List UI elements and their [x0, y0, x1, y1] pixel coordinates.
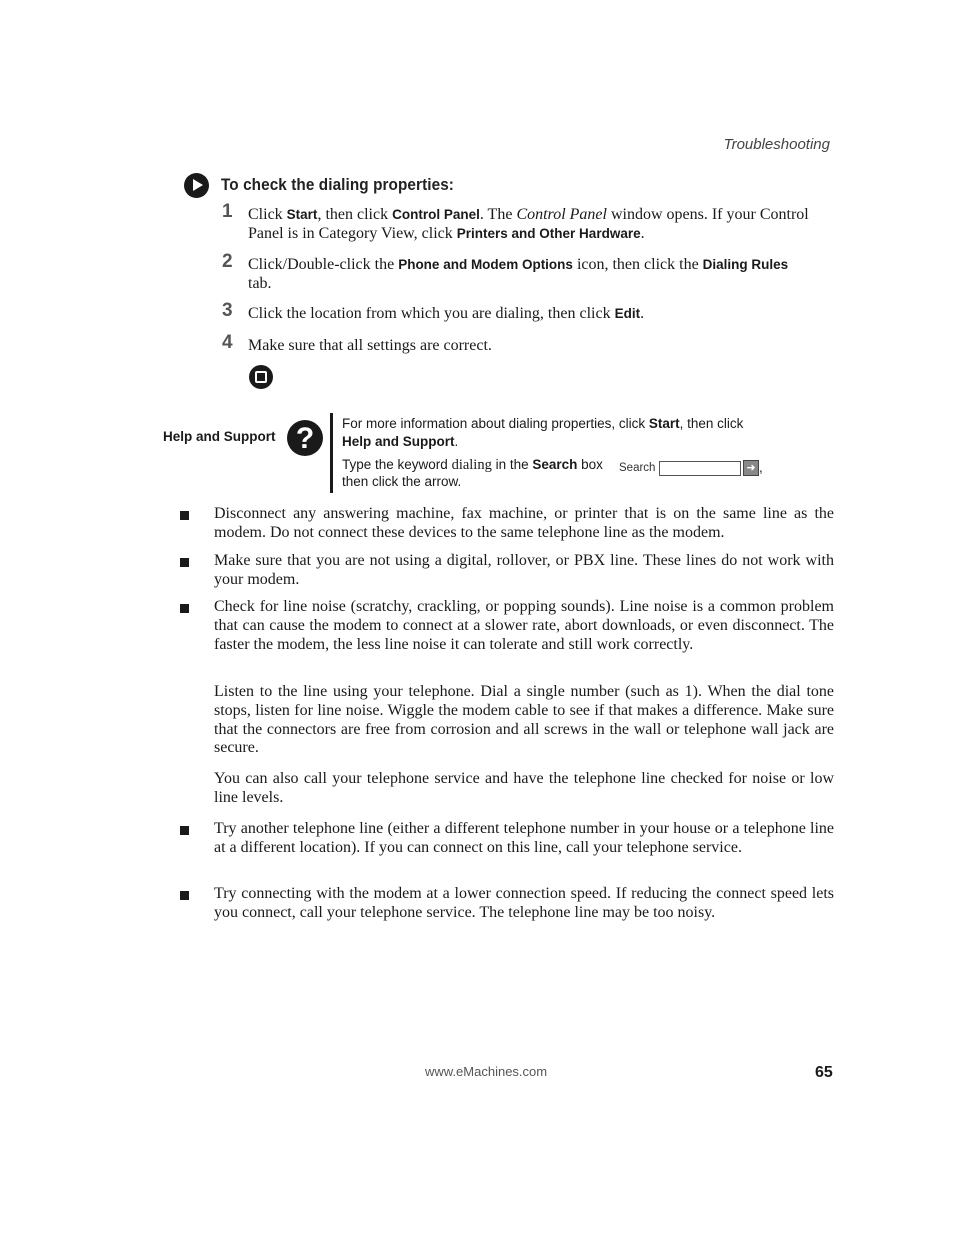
help-line-4: then click the arrow.: [342, 474, 462, 489]
question-mark-icon: ?: [287, 420, 323, 456]
body-paragraph: You can also call your telephone service and have the telephone line checked for noise or low line levels.: [214, 770, 834, 806]
bullet-icon: [180, 505, 192, 520]
bullet-icon: [180, 552, 192, 567]
help-line-1: For more information about dialing properties, click Start, then click: [342, 416, 744, 431]
bullet-item: Try another telephone line (either a different telephone number in your house or a telephone line at a different location). If you can connect on this line, call your telephone service.: [214, 820, 834, 856]
ui-term: Printers and Other Hardware: [456, 225, 641, 241]
procedure-start-icon: [184, 173, 209, 198]
help-line-3: Type the keyword dialing in the Search box: [342, 457, 603, 473]
ui-term: Edit: [614, 306, 641, 321]
help-label: Help and Support: [163, 429, 276, 444]
ui-term: Phone and Modem Options: [398, 257, 573, 272]
ui-term: Control Panel: [392, 207, 480, 222]
procedure-end-icon: [249, 365, 273, 389]
step-number: 3: [222, 300, 233, 321]
bullet-item: Disconnect any answering machine, fax machine, or printer that is on the same line as the modem. Do not connect these devices to the same telephone line as the modem.: [214, 505, 834, 541]
help-line-2: Help and Support.: [342, 434, 459, 449]
body-paragraph: Listen to the line using your telephone. Dial a single number (such as 1). When the dial tone stops, listen for line noise. Wiggle the modem cable to see if that makes a difference. Make sure that the connectors are free from corrosion and all screws in the wall or telephone wall jack are secure.: [214, 683, 834, 757]
running-header: Troubleshooting: [723, 136, 830, 153]
help-divider: [330, 413, 333, 493]
step-number: 4: [222, 332, 233, 353]
bullet-icon: [180, 820, 192, 835]
arrow-right-icon[interactable]: ➜: [743, 460, 759, 476]
procedure-title: To check the dialing properties:: [221, 175, 454, 194]
step-number: 2: [222, 251, 233, 272]
ui-term: Dialing Rules: [702, 257, 789, 272]
ui-term: Start: [286, 207, 318, 222]
step-text: Click/Double-click the Phone and Modem Options icon, then click the Dialing Rules tab.: [248, 256, 789, 292]
step-text: Click Start, then click Control Panel. The Control Panel window opens. If your Control Panel is in Category View, click Printers and Other Hardware.: [248, 206, 809, 242]
bullet-icon: [180, 885, 192, 900]
punctuation: ,: [759, 460, 763, 475]
search-label: Search: [619, 462, 656, 474]
bullet-item: Make sure that you are not using a digital, rollover, or PBX line. These lines do not work with your modem.: [214, 552, 834, 588]
footer-url: www.eMachines.com: [425, 1064, 548, 1079]
bullet-item: Check for line noise (scratchy, crackling, or popping sounds). Line noise is a common problem that can cause the modem to connect at a slower rate, abort downloads, or even disconnect. The faster the modem, the less line noise it can tolerate and still work correctly.: [214, 598, 834, 653]
step-number: 1: [222, 201, 233, 222]
bullet-icon: [180, 598, 192, 613]
step-text: Click the location from which you are dialing, then click Edit.: [248, 305, 645, 322]
bullet-item: Try connecting with the modem at a lower connection speed. If reducing the connect speed lets you connect, call your telephone service. The telephone line may be too noisy.: [214, 885, 834, 921]
step-text: Make sure that all settings are correct.: [248, 337, 492, 354]
page-number: 65: [815, 1064, 833, 1081]
